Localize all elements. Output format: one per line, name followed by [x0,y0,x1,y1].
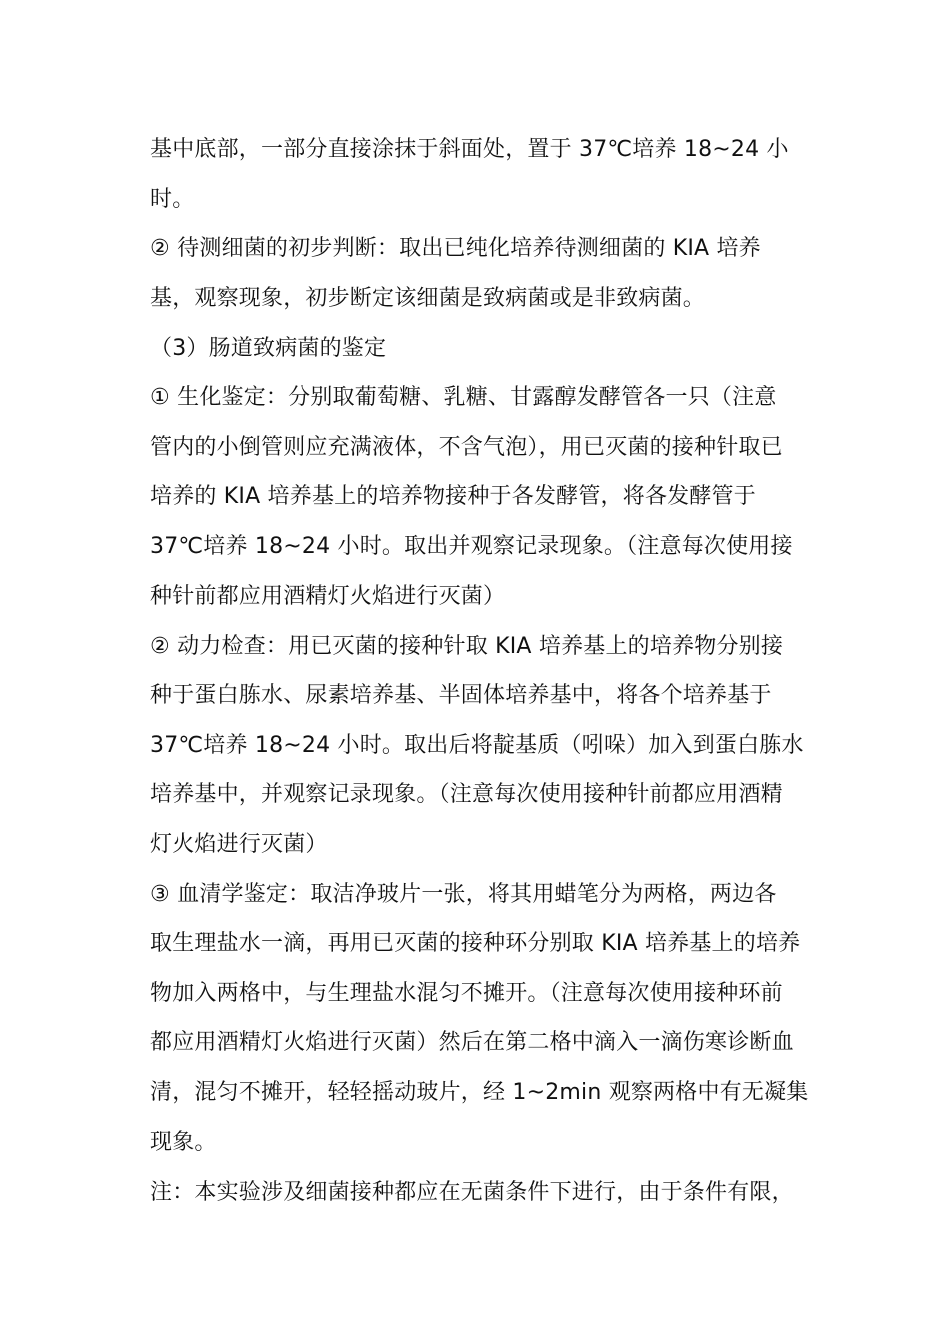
text-line: 种针前都应用酒精灯火焰进行灭菌） [150,584,506,609]
note-line: 注：本实验涉及细菌接种都应在无菌条件下进行，由于条件有限， [150,1180,794,1205]
text-line: 现象。 [150,1130,217,1155]
text-line: 37℃培养 18~24 小时。取出并观察记录现象。（注意每次使用接 [150,534,793,559]
text-line: 培养基中，并观察记录现象。（注意每次使用接种针前都应用酒精 [150,782,783,807]
text-line: ② 动力检查：用已灭菌的接种针取 KIA 培养基上的培养物分别接 [150,634,784,659]
text-line: 都应用酒精灯火焰进行灭菌）然后在第二格中滴入一滴伤寒诊断血 [150,1030,794,1055]
text-line: 取生理盐水一滴，再用已灭菌的接种环分别取 KIA 培养基上的培养 [150,931,801,956]
text-line: 培养的 KIA 培养基上的培养物接种于各发酵管，将各发酵管于 [150,484,756,509]
text-line: ② 待测细菌的初步判断：取出已纯化培养待测细菌的 KIA 培养 [150,236,761,261]
section-heading: （3）肠道致病菌的鉴定 [150,336,387,361]
text-line: 管内的小倒管则应充满液体，不含气泡），用已灭菌的接种针取已 [150,435,783,460]
text-line: 基，观察现象，初步断定该细菌是致病菌或是非致病菌。 [150,286,706,311]
text-line: 物加入两格中，与生理盐水混匀不摊开。（注意每次使用接种环前 [150,981,783,1006]
text-line: ③ 血清学鉴定：取洁净玻片一张，将其用蜡笔分为两格，两边各 [150,882,777,907]
text-line: 灯火焰进行灭菌） [150,832,328,857]
text-line: 种于蛋白胨水、尿素培养基、半固体培养基中，将各个培养基于 [150,683,772,708]
text-line: 清，混匀不摊开，轻轻摇动玻片，经 1~2min 观察两格中有无凝集 [150,1080,809,1105]
text-line: ① 生化鉴定：分别取葡萄糖、乳糖、甘露醇发酵管各一只（注意 [150,385,777,410]
text-line: 37℃培养 18~24 小时。取出后将靛基质（吲哚）加入到蛋白胨水 [150,733,804,758]
text-line: 基中底部，一部分直接涂抹于斜面处，置于 37℃培养 18~24 小 [150,137,789,162]
text-line: 时。 [150,187,195,212]
